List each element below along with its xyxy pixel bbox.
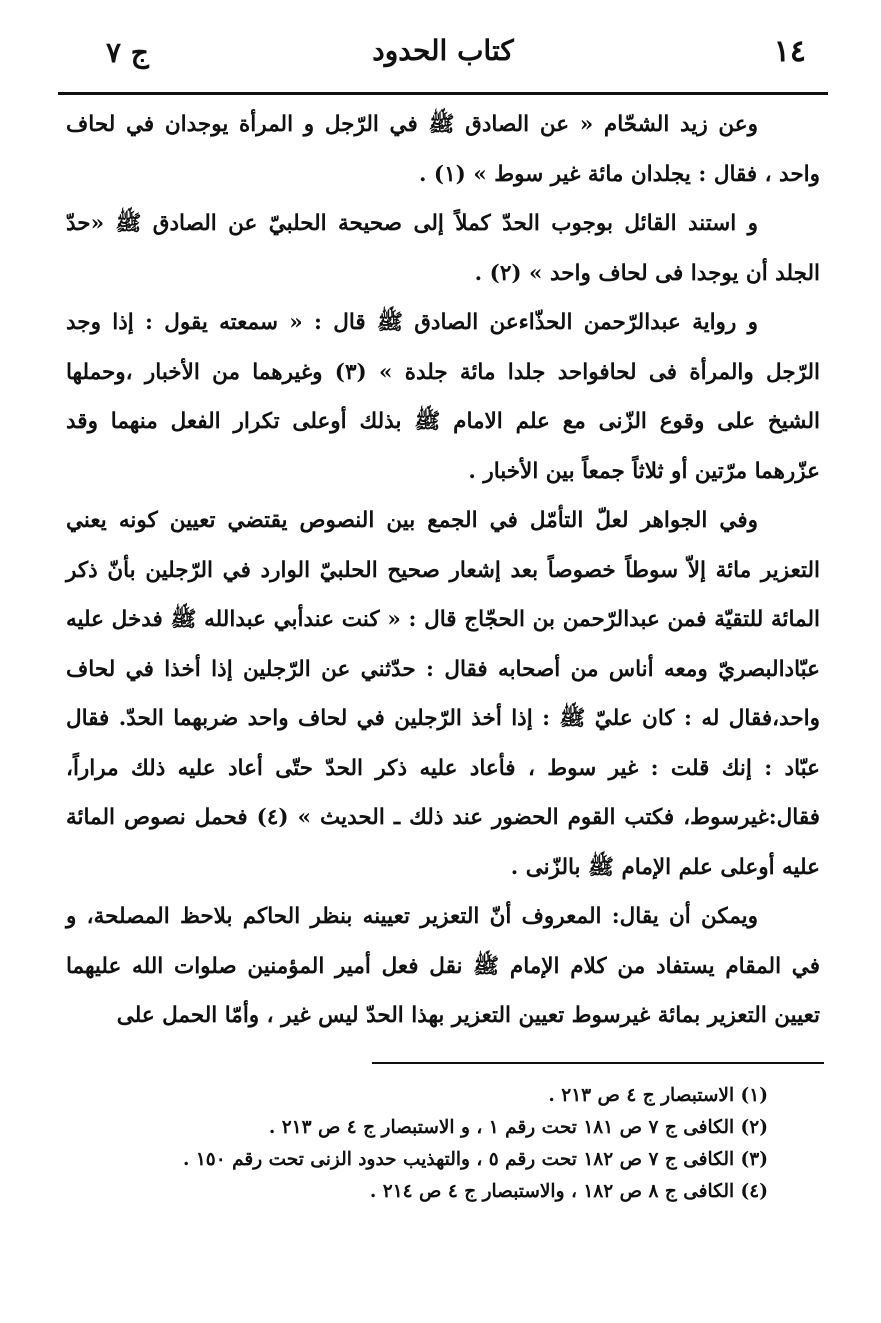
footnote: (٢) الكافى ج ٧ ص ١٨١ تحت رقم ١ ، و الاستبصار ج ٤ ص ٢١٣ . xyxy=(268,1117,768,1138)
footnote: (٣) الكافى ج ٧ ص ١٨٢ تحت رقم ٥ ، والتهذيب حدود الزنى تحت رقم ١٥٠ . xyxy=(182,1149,768,1170)
page-header xyxy=(62,30,824,86)
page-number: ١٤ xyxy=(773,34,806,69)
paragraph: و رواية عبدالرّحمن الحذّاءعن الصادق ﷺ قال : « سمعته يقول : إذا وجد الرّجل والمرأة فى لحافواحد جلدا مائة جلدة » (٣) وغيرهما من الأخبار ،وحملها الشيخ على وقوع الزّنى مع علم الامام ﷺ بذلك أوعلى تكرار الفعل منهما وقد عزّرهما مرّتين أو ثلاثاً جمعاً بين الأخبار . xyxy=(66,310,820,484)
volume-label: ج ٧ xyxy=(106,36,149,69)
footnote: (١) الاستبصار ج ٤ ص ٢١٣ . xyxy=(548,1085,768,1106)
paragraph: وفي الجواهر لعلّ التأمّل في الجمع بين النصوص يقتضي تعيين كونه يعني التعزير مائة إلاّ سوطاً خصوصاً بعد إشعار صحيح الحلبيّ الوارد في الرّجلين بأنّ ذكر المائة للتقيّة فمن عبدالرّحمن بن الحجّاج قال : « كنت عندأبي عبدالله ﷺ فدخل عليه عبّادالبصريّ ومعه أناس من أصحابه فقال : حدّثني عن الرّجلين إذا أخذا في لحاف واحد،فقال له : كان عليّ ﷺ : إذا أخذ الرّجلين في لحاف واحد ضربهما الحدّ. فقال عبّاد : إنك قلت : غير سوط ، فأعاد عليه ذكر الحدّ حتّى أعاد عليه ذلك مراراً، فقال:غيرسوط، فكتب القوم الحضور عند ذلك ـ الحديث » (٤) فحمل نصوص المائة عليه أوعلى علم الإمام ﷺ بالزّنى . xyxy=(66,508,820,880)
paragraph: ويمكن أن يقال: المعروف أنّ التعزير تعيينه بنظر الحاكم بلاحظ المصلحة، و في المقام يستفاد من كلام الإمام ﷺ نقل فعل أمير المؤمنين صلوات الله عليهما تعيين التعزير بمائة غيرسوط تعيين التعزير بهذا الحدّ ليس غير ، وأمّا الحمل على xyxy=(66,904,820,1028)
footnote: (٤) الكافى ج ٨ ص ١٨٢ ، والاستبصار ج ٤ ص ٢١٤ . xyxy=(369,1181,768,1202)
header-rule xyxy=(58,92,828,95)
footnotes xyxy=(60,1080,768,1208)
book-title: كتاب الحدود xyxy=(372,34,514,67)
paragraph: و استند القائل بوجوب الحدّ كملاً إلى صحيحة الحلبيّ عن الصادق ﷺ «حدّ الجلد أن يوجدا فى لحاف واحد » (٢) . xyxy=(66,211,820,286)
main-text xyxy=(66,100,820,1041)
footnote-rule xyxy=(372,1062,824,1064)
paragraph: وعن زيد الشحّام « عن الصادق ﷺ في الرّجل و المرأة يوجدان في لحاف واحد ، فقال : يجلدان مائة غير سوط » (١) . xyxy=(66,112,820,187)
